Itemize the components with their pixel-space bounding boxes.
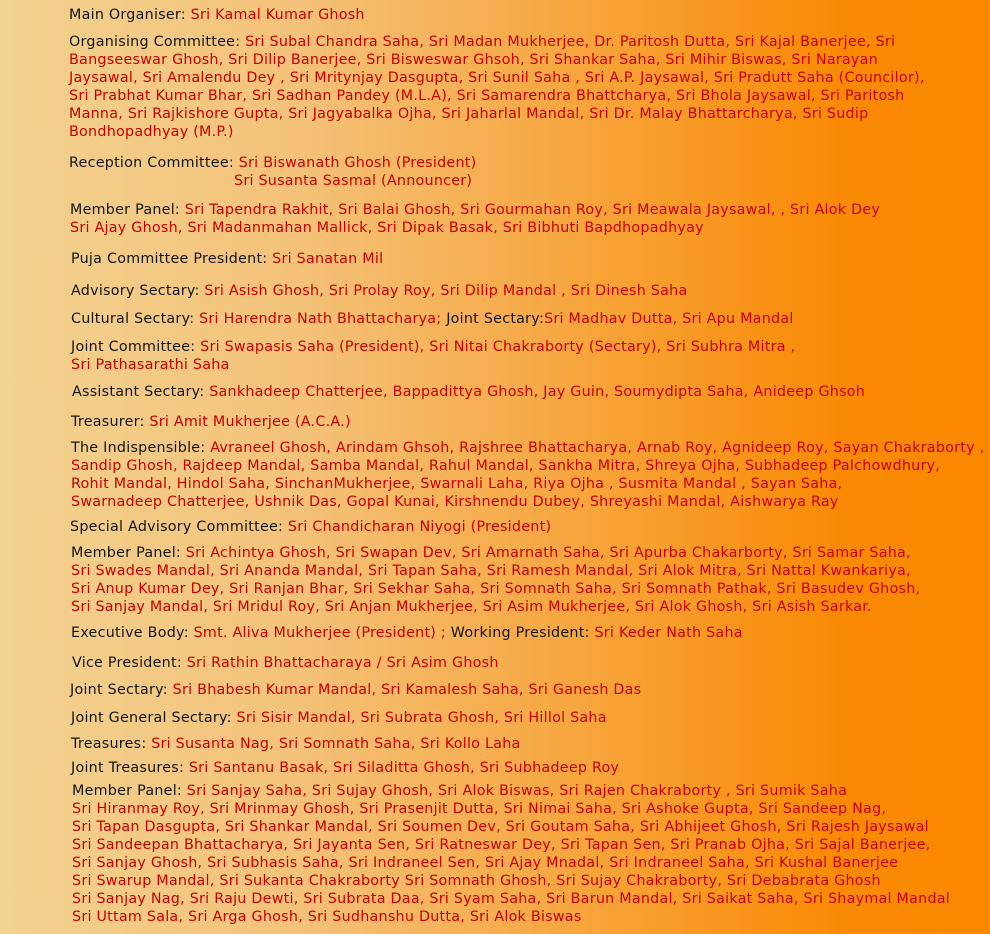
vice-president xyxy=(72,654,499,672)
section-label: Advisory Sectary: xyxy=(71,283,200,299)
section-names: Sri Tapendra Rakhit, Sri Balai Ghosh, Sri Gourmahan Roy, Sri Meawala Jaysawal, , Sri Alok Dey Sri Ajay Ghosh, Sri Madanmahan Mallick, Sri Dipak Basak, Sri Bibhuti Bapdhopadhyay xyxy=(70,202,881,236)
section-names: Sri Sisir Mandal, Sri Subrata Ghosh, Sri Hillol Saha xyxy=(236,710,607,726)
section-names: Sri Sanatan Mil xyxy=(272,251,384,267)
section-names: Sri Sanjay Saha, Sri Sujay Ghosh, Sri Alok Biswas, Sri Rajen Chakraborty , Sri Sumik Saha Sri Hiranmay Roy, Sri Mrinmay Ghosh, Sri Prasenjit Dutta, Sri Nimai Saha, Sri Ashoke Gupta, Sri Sandeep Nag, Sri Tapan Dasgupta, Sri Shankar Mandal, Sri Soumen Dev, Sri Goutam Saha, Sri Abhijeet Ghosh, Sri Rajesh Jaysawal Sri Sandeepan Bhattacharya, Sri Jayanta Sen, Sri Ratneswar Dey, Sri Tapan Sen, Sri Pranab Ojha, Sri Sajal Banerjee, Sri Sanjay Ghosh, Sri Subhasis Saha, Sri Indraneel Sen, Sri Ajay Mnadal, Sri Indraneel Saha, Sri Kushal Banerjee Sri Swarup Mandal, Sri Sukanta Chakraborty Sri Somnath Ghosh, Sri Sujay Chakraborty, Sri Debabrata Ghosh Sri Sanjay Nag, Sri Raju Dewti, Sri Subrata Daa, Sri Syam Saha, Sri Barun Mandal, Sri Saikat Saha, Sri Shaymal Mandal Sri Uttam Sala, Sri Arga Ghosh, Sri Sudhanshu Dutta, Sri Alok Biswas xyxy=(72,783,951,925)
section-names: Smt. Aliva Mukherjee (President) ; xyxy=(193,625,446,641)
section-label: Vice President: xyxy=(72,655,182,671)
section-label: Cultural Sectary: xyxy=(71,311,195,327)
section-names: Sankhadeep Chatterjee, Bappadittya Ghosh, Jay Guin, Soumydipta Saha, Anideep Ghsoh xyxy=(209,384,866,400)
advisory-sectary xyxy=(71,282,687,300)
cultural-sectary xyxy=(71,310,794,328)
section-label: Special Advisory Committee: xyxy=(70,519,284,535)
executive-body xyxy=(71,624,743,642)
member-panel-3 xyxy=(72,782,950,926)
section-label: Treasurer: xyxy=(71,414,145,430)
section-label: Joint General Sectary: xyxy=(71,710,232,726)
section-label: Joint Committee: xyxy=(71,339,196,355)
section-label: Member Panel: xyxy=(72,783,182,799)
joint-treasures xyxy=(71,759,619,777)
puja-committee-president xyxy=(71,250,383,268)
section-names: Avraneel Ghosh, Arindam Ghsoh, Rajshree Bhattacharya, Arnab Roy, Agnideep Roy, Sayan Chakraborty , Sandip Ghosh, Rajdeep Mandal, Samba Mandal, Rahul Mandal, Sankha Mitra, Shreya Ojha, Subhadeep Palchowdhury, Rohit Mandal, Hindol Saha, SinchanMukherjee, Swarnali Laha, Riya Ojha , Susmita Mandal , Sayan Saha, Swarnadeep Chatterjee, Ushnik Das, Gopal Kunai, Kirshnendu Dubey, Shreyashi Mandal, Aishwarya Ray xyxy=(71,440,985,510)
member-panel-2 xyxy=(71,544,920,616)
section-names: Sri Subal Chandra Saha, Sri Madan Mukherjee, Dr. Paritosh Dutta, Sri Kajal Banerjee, Sri Bangseeswar Ghosh, Sri Dilip Banerjee, Sri Bisweswar Ghsoh, Sri Shankar Saha, Sri Mihir Biswas, Sri Narayan Jaysawal, Sri Amalendu Dey , Sri Mritynjay Dasgupta, Sri Sunil Saha , Sri A.P. Jaysawal, Sri Pradutt Saha (Councilor), Sri Prabhat Kumar Bhar, Sri Sadhan Pandey (M.L.A), Sri Samarendra Bhattcharya, Sri Bhola Jaysawal, Sri Paritosh Manna, Sri Rajkishore Gupta, Sri Jagyabalka Ojha, Sri Jaharlal Mandal, Sri Dr. Malay Bhattarcharya, Sri Sudip Bondhopadhyay (M.P.) xyxy=(69,34,925,140)
section-names: Sri Susanta Sasmal (Announcer) xyxy=(234,173,473,189)
section-label: The Indispensible: xyxy=(71,440,206,456)
section-label: Joint Sectary: xyxy=(70,682,168,698)
section-names: Sri Rathin Bhattacharaya / Sri Asim Ghosh xyxy=(186,655,499,671)
treasurer xyxy=(71,413,351,431)
main-organiser xyxy=(69,6,365,24)
organising-committee xyxy=(69,33,925,141)
treasures xyxy=(71,735,521,753)
section-label: Reception Committee: xyxy=(69,155,234,171)
section-names: Sri Bhabesh Kumar Mandal, Sri Kamalesh Saha, Sri Ganesh Das xyxy=(172,682,642,698)
assistant-sectary xyxy=(72,383,865,401)
section-label: Organising Committee: xyxy=(69,34,241,50)
section-label: Joint Treasures: xyxy=(71,760,185,776)
section-names: Sri Santanu Basak, Sri Siladitta Ghosh, Sri Subhadeep Roy xyxy=(188,760,620,776)
section-names: Sri Chandicharan Niyogi (President) xyxy=(287,519,552,535)
section-names: Sri Swapasis Saha (President), Sri Nitai Chakraborty (Sectary), Sri Subhra Mitra , Sri Pathasarathi Saha xyxy=(71,339,796,373)
section-names: Sri Asish Ghosh, Sri Prolay Roy, Sri Dilip Mandal , Sri Dinesh Saha xyxy=(204,283,688,299)
section-label-2: Joint Sectary: xyxy=(446,311,545,327)
section-names: Sri Achintya Ghosh, Sri Swapan Dev, Sri Amarnath Saha, Sri Apurba Chakarborty, Sri Samar Saha, Sri Swades Mandal, Sri Ananda Mandal, Sri Tapan Saha, Sri Ramesh Mandal, Sri Alok Mitra, Sri Nattal Kwankariya, Sri Anup Kumar Dey, Sri Ranjan Bhar, Sri Sekhar Saha, Sri Somnath Saha, Sri Somnath Pathak, Sri Basudev Ghosh, Sri Sanjay Mandal, Sri Mridul Roy, Sri Anjan Mukherjee, Sri Asim Mukherjee, Sri Alok Ghosh, Sri Asish Sarkar. xyxy=(71,545,921,615)
joint-sectary xyxy=(70,681,641,699)
reception-committee-line2 xyxy=(234,172,472,190)
special-advisory-committee xyxy=(70,518,551,536)
section-names-2: Sri Madhav Dutta, Sri Apu Mandal xyxy=(544,311,794,327)
the-indispensible xyxy=(71,439,984,511)
section-label: Puja Committee President: xyxy=(71,251,268,267)
section-label: Member Panel: xyxy=(71,545,181,561)
section-names: Sri Susanta Nag, Sri Somnath Saha, Sri Kollo Laha xyxy=(151,736,521,752)
section-label: Executive Body: xyxy=(71,625,189,641)
member-panel-1 xyxy=(70,201,880,237)
section-names: Sri Biswanath Ghosh (President) xyxy=(238,155,477,171)
section-names: Sri Kamal Kumar Ghosh xyxy=(190,7,365,23)
section-label: Main Organiser: xyxy=(69,7,186,23)
section-label: Treasures: xyxy=(71,736,147,752)
section-label: Member Panel: xyxy=(70,202,180,218)
section-names: Sri Harendra Nath Bhattacharya; xyxy=(199,311,442,327)
section-label-2: Working President: xyxy=(450,625,590,641)
joint-committee xyxy=(71,338,795,374)
joint-general-sectary xyxy=(71,709,607,727)
section-label: Assistant Sectary: xyxy=(72,384,205,400)
section-names: Sri Amit Mukherjee (A.C.A.) xyxy=(149,414,351,430)
reception-committee xyxy=(69,154,476,172)
section-names-2: Sri Keder Nath Saha xyxy=(594,625,743,641)
